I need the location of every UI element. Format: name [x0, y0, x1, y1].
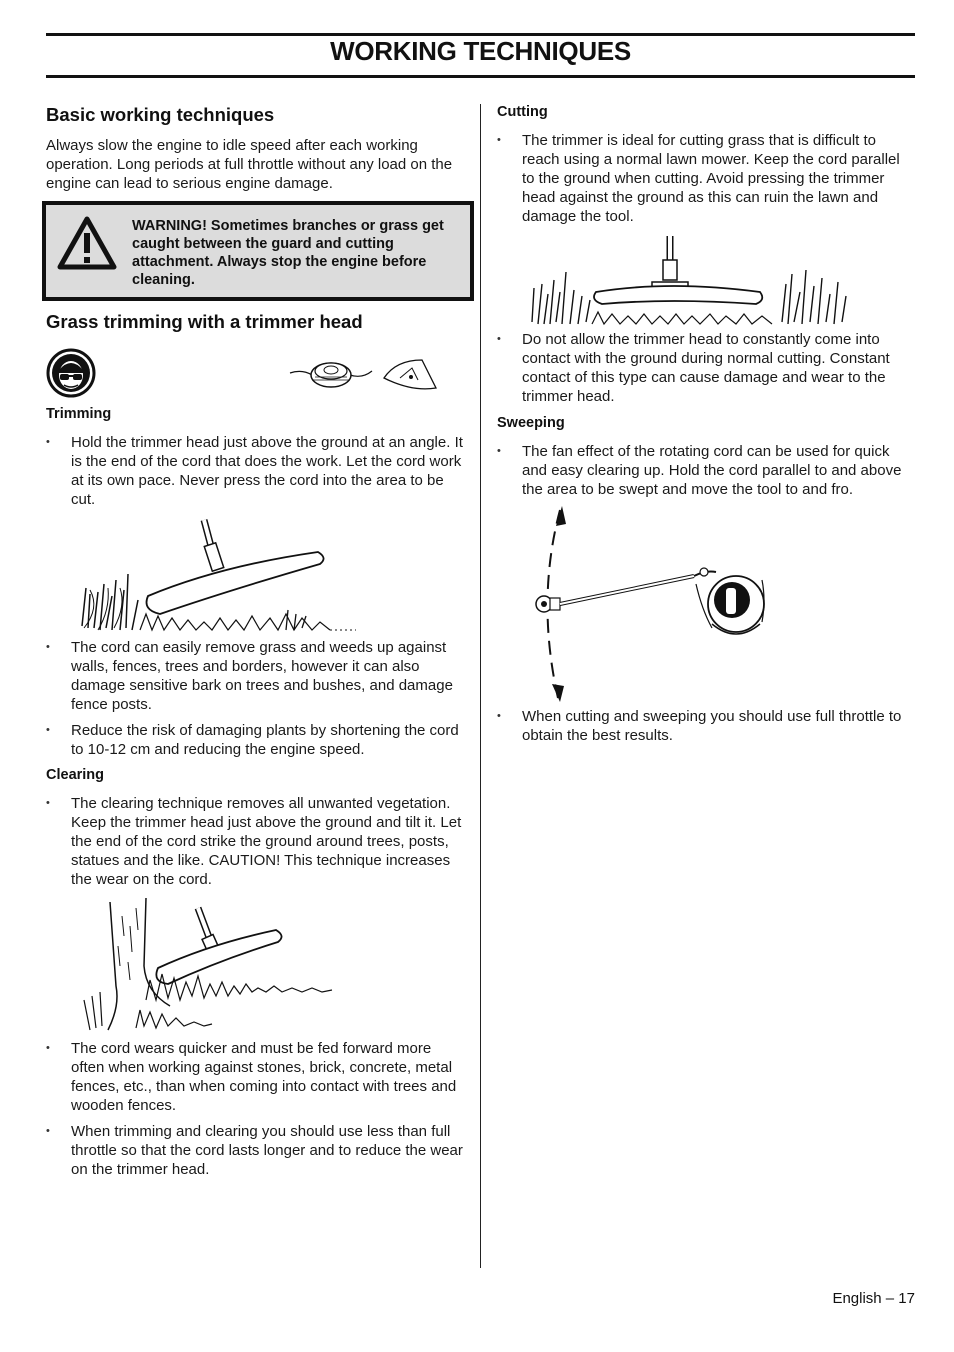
- list-item: • When trimming and clearing you should use less than full throttle so that the cord lasts longer and to reduce the wear on the trimmer head.: [46, 1122, 466, 1179]
- sweeping-heading: Sweeping: [497, 415, 565, 431]
- list-item: • Hold the trimmer head just above the ground at an angle. It is the end of the cord that does the work. Let the cord work at its own pace. Never press the cord into the area to be cut.: [46, 433, 466, 509]
- column-divider: [480, 104, 481, 1268]
- protective-gear-icon: [46, 348, 96, 398]
- list-item: • Reduce the risk of damaging plants by shortening the cord to 10-12 cm and reducing the engine speed.: [46, 721, 466, 759]
- trimmer-head-icon: [288, 355, 374, 395]
- list-item: • Do not allow the trimmer head to constantly come into contact with the ground during normal cutting. Constant contact of this type can cause damage and wear to the trimmer head.: [497, 330, 915, 406]
- trimming-illustration: [80, 518, 360, 634]
- page-title: WORKING TECHNIQUES: [330, 36, 631, 66]
- basic-techniques-text: Always slow the engine to idle speed after each working operation. Long periods at full throttle without any load on the engine can lead to serious engine damage.: [46, 137, 453, 192]
- trimmer-guard-icon: [382, 358, 438, 394]
- list-item: • The cord wears quicker and must be fed forward more often when working against stones, brick, concrete, metal fences, etc., than when coming into contact with trees and wooden fences.: [46, 1039, 466, 1115]
- warning-box: [42, 201, 474, 301]
- trimming-list-2: [46, 638, 466, 759]
- basic-techniques-heading: Basic working techniques: [46, 104, 275, 125]
- sweeping-list-2: [497, 707, 915, 745]
- trimming-heading: Trimming: [46, 406, 112, 422]
- list-item: • The trimmer is ideal for cutting grass that is difficult to reach using a normal lawn mower. Keep the cord parallel to the ground when cutting. Avoid pressing the trimmer head against the ground as this can ruin the lawn and damage the tool.: [497, 131, 915, 226]
- list-item: • The fan effect of the rotating cord can be used for quick and easy clearing up. Hold the cord parallel to and above the area to be swept and move the tool to and fro.: [497, 442, 915, 499]
- clearing-illustration: [80, 896, 336, 1034]
- list-item: • The clearing technique removes all unwanted vegetation. Keep the trimmer head just above the ground and tilt it. Let the end of the cord strike the ground around trees, posts, statues and the like. CAUTION! This technique increases the wear on the cord.: [46, 794, 466, 889]
- warning-triangle-icon: [56, 215, 118, 271]
- grass-trimming-heading: Grass trimming with a trimmer head: [46, 311, 363, 332]
- warning-text: WARNING! Sometimes branches or grass get caught between the guard and cutting attachment. Always stop the engine before cleaning.: [132, 218, 444, 288]
- cutting-heading: Cutting: [497, 104, 548, 120]
- list-item: • When cutting and sweeping you should use full throttle to obtain the best results.: [497, 707, 915, 745]
- sweeping-illustration: [526, 504, 770, 704]
- sweeping-list-1: [497, 442, 915, 499]
- clearing-heading: Clearing: [46, 767, 105, 783]
- trimming-list-1: [46, 433, 466, 509]
- cutting-list-2: [497, 330, 915, 406]
- header-rule-bottom: [46, 75, 915, 78]
- cutting-list-1: [497, 131, 915, 226]
- cutting-illustration: [530, 234, 850, 326]
- page-footer: English – 17: [832, 1290, 915, 1307]
- clearing-list-1: [46, 794, 466, 889]
- list-item: • The cord can easily remove grass and weeds up against walls, fences, trees and borders, however it can also damage sensitive bark on trees and bushes, and damage fence posts.: [46, 638, 466, 714]
- clearing-list-2: [46, 1039, 466, 1179]
